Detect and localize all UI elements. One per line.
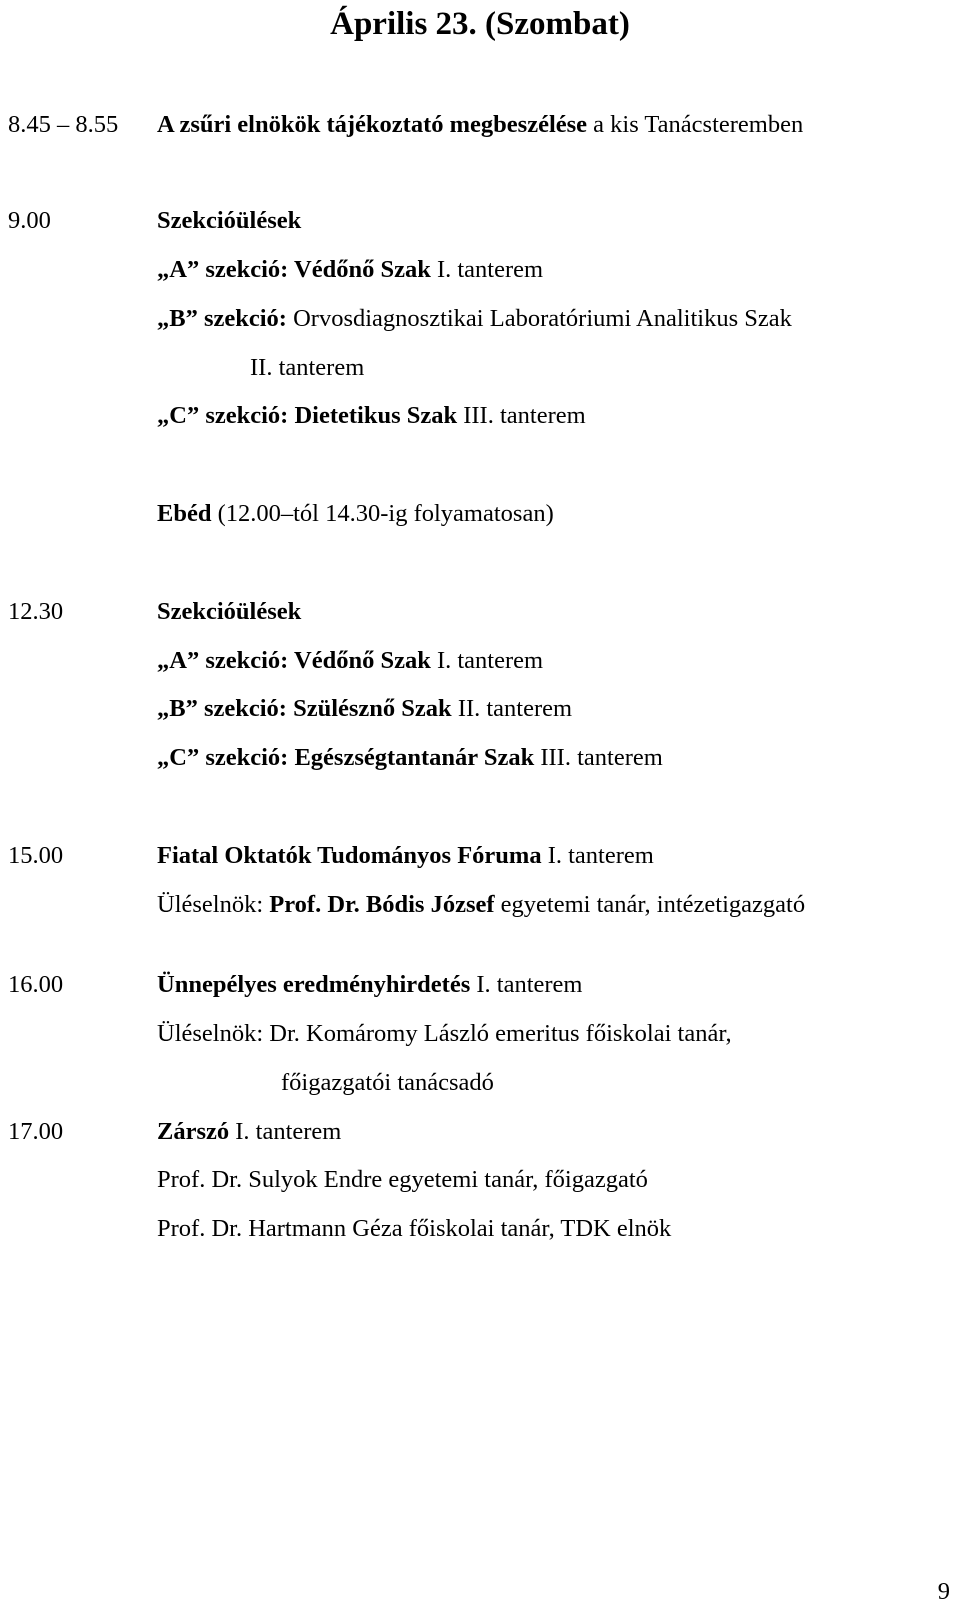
section-entry: [157, 254, 543, 286]
schedule-entry: [157, 969, 583, 1001]
section-name: Orvosdiagnosztikai Laboratóriumi Analitikus Szak: [293, 305, 792, 332]
entry-title: Szekcióülések: [157, 207, 302, 234]
section-room: III. tanterem: [457, 402, 586, 429]
section-entry: [157, 645, 543, 677]
entry-location: a kis Tanácsteremben: [587, 111, 804, 138]
section-entry: [157, 693, 572, 725]
section-room: II. tanterem: [451, 695, 573, 722]
section-room: I. tanterem: [430, 647, 544, 674]
page-title: Április 23. (Szombat): [330, 6, 630, 42]
schedule-entry: [157, 1116, 341, 1148]
section-entry: [157, 742, 663, 774]
time-label: 16.00: [8, 971, 64, 998]
time-label: 15.00: [8, 842, 64, 869]
section-room: III. tanterem: [534, 744, 663, 771]
chair-name: Prof. Dr. Bódis József: [269, 891, 495, 918]
entry-title: Zárszó: [157, 1118, 230, 1145]
section-title: „B” szekció: Szülésznő Szak: [157, 695, 452, 722]
speaker-entry: Prof. Dr. Sulyok Endre egyetemi tanár, főigazgató: [157, 1166, 648, 1193]
chair-entry: [157, 889, 805, 921]
section-entry: [157, 400, 586, 432]
entry-title: A zsűri elnökök tájékoztató megbeszélése: [157, 111, 588, 138]
lunch-title: Ebéd: [157, 500, 212, 527]
entry-title: Ünnepélyes eredményhirdetés: [157, 971, 471, 998]
time-label: 17.00: [8, 1118, 64, 1145]
section-title: „C” szekció: Dietetikus Szak: [157, 402, 458, 429]
entry-title: Szekcióülések: [157, 598, 302, 625]
section-title: „C” szekció: Egészségtantanár Szak: [157, 744, 535, 771]
schedule-entry: [157, 205, 301, 237]
lunch-time: (12.00–tól 14.30-ig folyamatosan): [211, 500, 554, 527]
chair-continuation: főigazgatói tanácsadó: [281, 1069, 494, 1096]
section-title: „A” szekció: Védőnő Szak: [157, 647, 431, 674]
entry-location: I. tanterem: [470, 971, 583, 998]
entry-location: I. tanterem: [229, 1118, 342, 1145]
speaker-entry: Prof. Dr. Hartmann Géza főiskolai tanár, TDK elnök: [157, 1215, 672, 1242]
schedule-entry: [157, 109, 803, 141]
time-label: 8.45 – 8.55: [8, 111, 119, 138]
lunch-entry: [157, 498, 554, 530]
time-label: 9.00: [8, 207, 51, 234]
schedule-entry: [157, 840, 654, 872]
section-title: „A” szekció: Védőnő Szak: [157, 256, 431, 283]
section-room: II. tanterem: [250, 354, 365, 381]
entry-location: I. tanterem: [541, 842, 654, 869]
page-number: 9: [937, 1578, 950, 1605]
section-title: „B” szekció:: [157, 305, 294, 332]
chair-entry: Üléselnök: Dr. Komáromy László emeritus főiskolai tanár,: [157, 1020, 732, 1047]
section-room: I. tanterem: [430, 256, 544, 283]
schedule-entry: [157, 596, 301, 628]
section-entry: [157, 303, 792, 335]
time-label: 12.30: [8, 598, 64, 625]
chair-prefix: Üléselnök:: [157, 891, 270, 918]
entry-title: Fiatal Oktatók Tudományos Fóruma: [157, 842, 542, 869]
chair-title: egyetemi tanár, intézetigazgató: [494, 891, 806, 918]
